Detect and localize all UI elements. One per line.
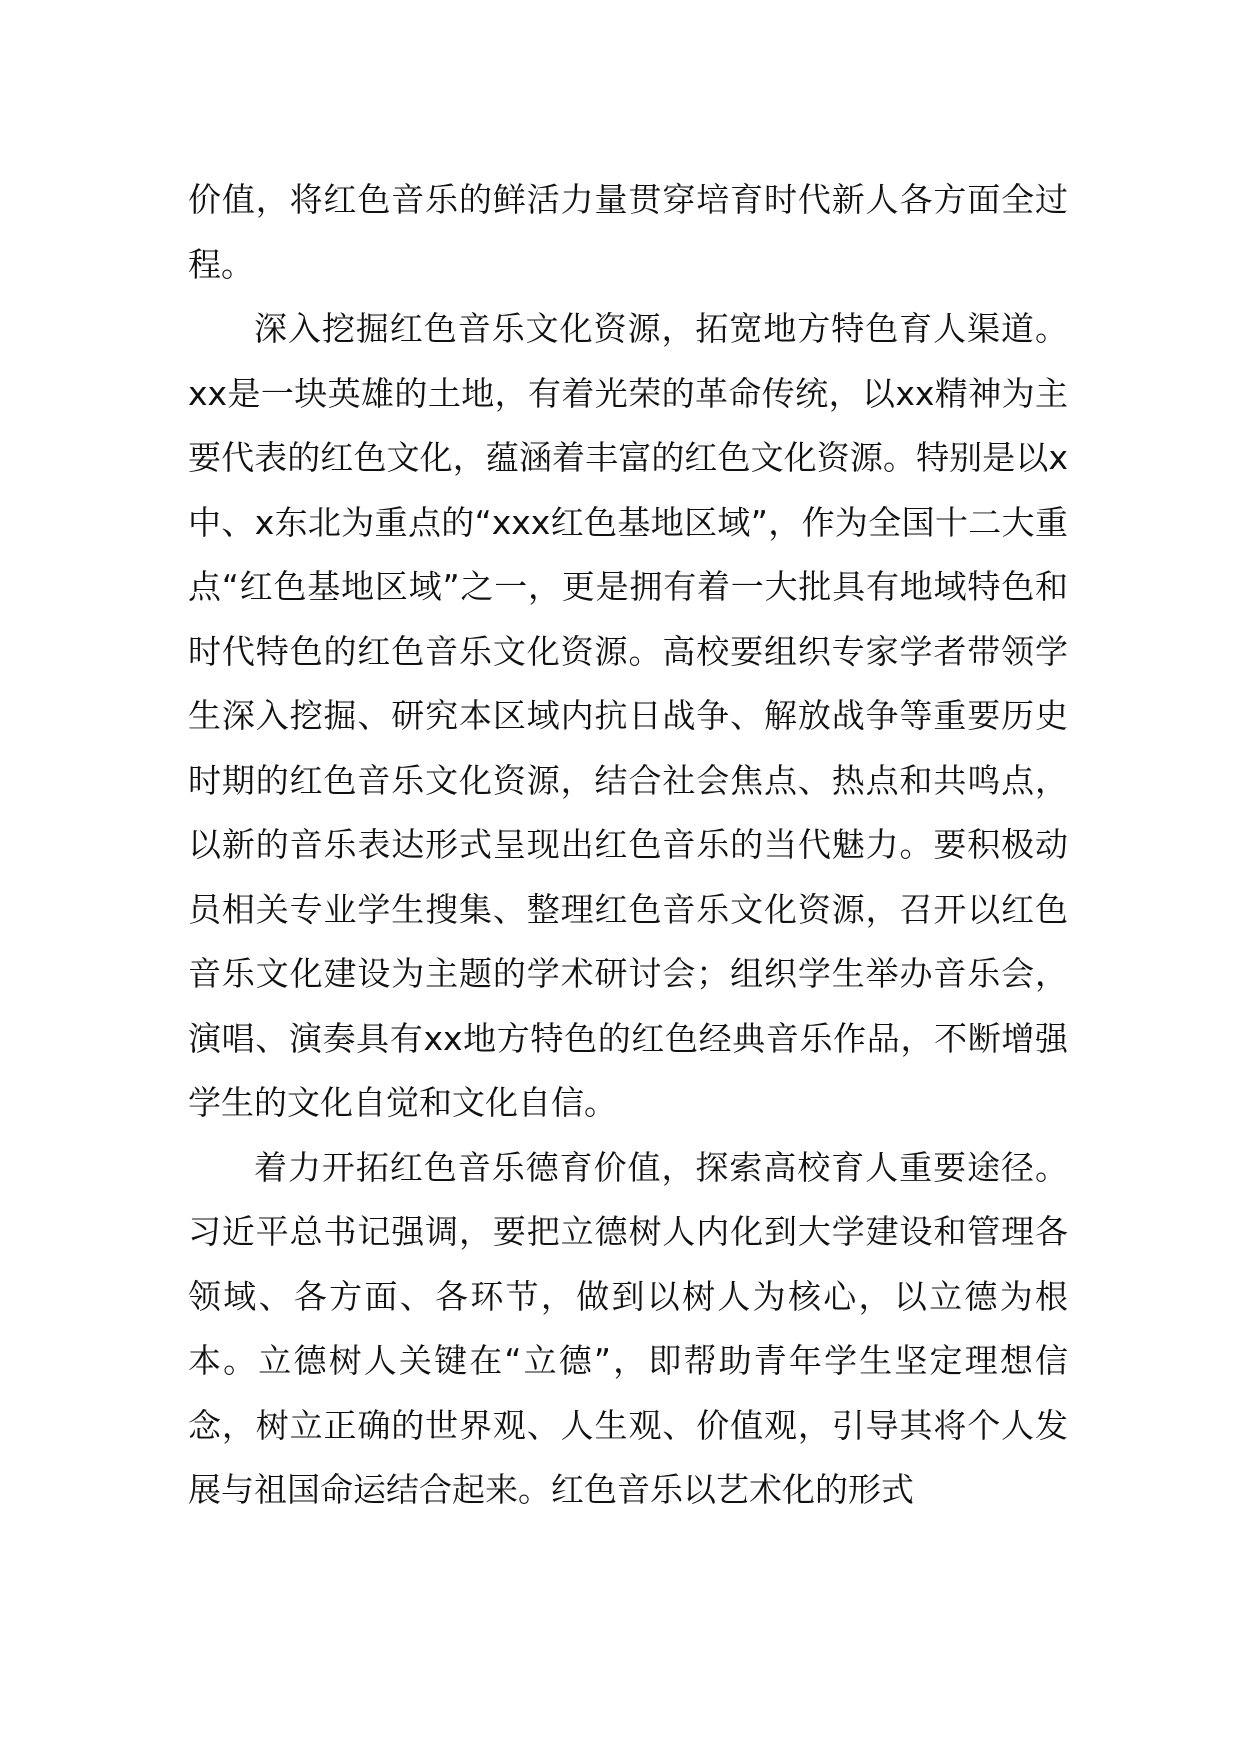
paragraph-1: 价值，将红色音乐的鲜活力量贯穿培育时代新人各方面全过程。: [188, 180, 1068, 284]
paragraph-2: 深入挖掘红色音乐文化资源，拓宽地方特色育人渠道。xx是一块英雄的土地，有着光荣的革命传统，以xx精神为主要代表的红色文化，蕴涵着丰富的红色文化资源。特别是以x中、x东北为重点的“xxx红色基地区域”，作为全国十二大重点“红色基地区域”之一，更是拥有着一大批具有地域特色和时代特色的红色音乐文化资源。高校要组织专家学者带领学生深入挖掘、研究本区域内抗日战争、解放战争等重要历史时期的红色音乐文化资源，结合社会焦点、热点和共鸣点，以新的音乐表达形式呈现出红色音乐的当代魅力。要积极动员相关专业学生搜集、整理红色音乐文化资源，召开以红色音乐文化建设为主题的学术研讨会；组织学生举办音乐会，演唱、演奏具有xx地方特色的红色经典音乐作品，不断增强学生的文化自觉和文化自信。: [188, 309, 1068, 1122]
document-body: [188, 168, 1068, 1523]
paragraph-3: 着力开拓红色音乐德育价值，探索高校育人重要途径。习近平总书记强调，要把立德树人内化到大学建设和管理各领域、各方面、各环节，做到以树人为核心，以立德为根本。立德树人关键在“立德”，即帮助青年学生坚定理想信念，树立正确的世界观、人生观、价值观，引导其将个人发展与祖国命运结合起来。红色音乐以艺术化的形式: [188, 1147, 1068, 1509]
